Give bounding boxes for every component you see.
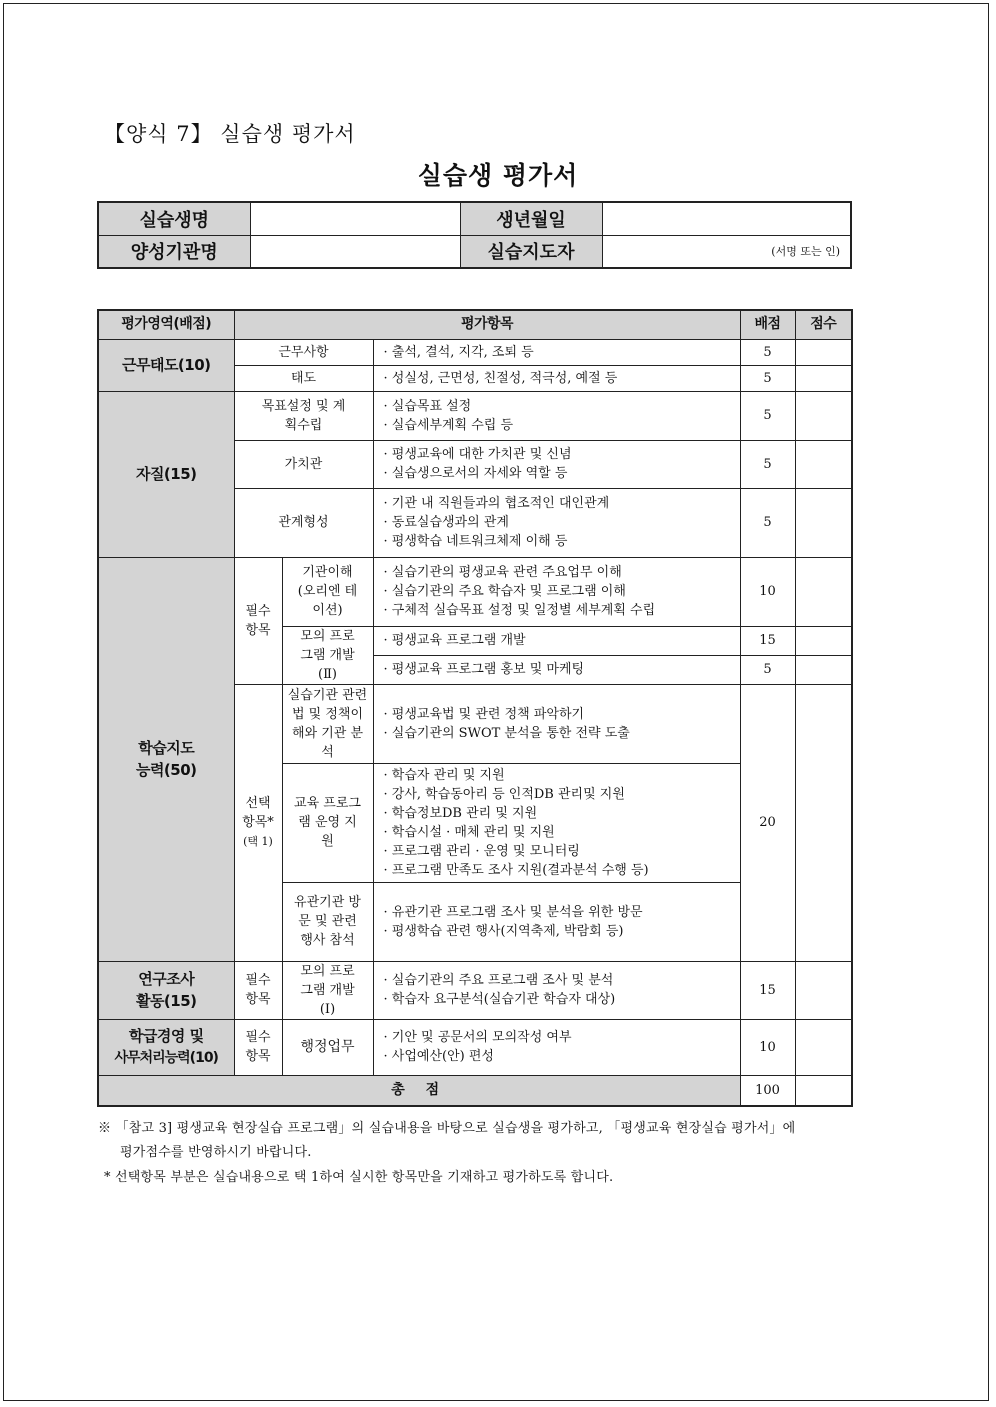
items-partner-visits: · 유관기관 프로그램 조사 및 분석을 위한 방문 · 평생학습 관련 행사(지역축제, 박람회 등): [373, 882, 740, 961]
note-line-1: ※ 「참고 3] 평생교육 현장실습 프로그램」의 실습내용을 바탕으로 실습생을 평가하고, 「평생교육 현장실습 평가서」에: [98, 1121, 796, 1136]
points-org-understanding: 10: [740, 557, 795, 626]
score-program-marketing[interactable]: [795, 655, 852, 684]
form-label: 【양식 7】 실습생 평가서: [104, 122, 356, 146]
points-admin: 10: [740, 1019, 795, 1075]
points-program-marketing: 5: [740, 655, 795, 684]
area-research: 연구조사 활동(15): [98, 961, 234, 1019]
guidance-required-label: 필수 항목: [234, 557, 282, 684]
sub-org-understanding: 기관이해 (오리엔 테이션): [282, 557, 373, 626]
area-admin: 학급경영 및 사무처리능력(10): [98, 1019, 234, 1075]
items-program-development: · 평생교육 프로그램 개발: [373, 626, 740, 655]
sub-admin-work: 행정업무: [282, 1019, 373, 1075]
note-line-1-cont: 평가점수를 반영하시기 바랍니다.: [120, 1145, 312, 1160]
points-values: 5: [740, 440, 795, 488]
items-relationships: · 기관 내 직원들과의 협조적인 대인관계 · 동료실습생과의 관계 · 평생학습 네트워크체제 이해 등: [373, 488, 740, 557]
points-relationships: 5: [740, 488, 795, 557]
supervisor-label: 실습지도자: [460, 235, 602, 268]
items-program-operation: · 학습자 관리 및 지원 · 강사, 학습동아리 등 인적DB 관리및 지원 · 학습정보DB 관리 및 지원 · 학습시설 · 매체 관리 및 지원 · 프로그램 관리 · 운영 및 모니터링 · 프로그램 만족도 조사 지원(결과분석 수행 등): [373, 763, 740, 882]
score-relationships[interactable]: [795, 488, 852, 557]
sub-partner-visits: 유관기관 방문 및 관련행사 참석: [282, 882, 373, 961]
points-work-status: 5: [740, 339, 795, 365]
score-org-understanding[interactable]: [795, 557, 852, 626]
admin-required-label: 필수 항목: [234, 1019, 282, 1075]
items-admin: · 기안 및 공문서의 모의작성 여부 · 사업예산(안) 편성: [373, 1019, 740, 1075]
evaluation-table: [97, 309, 853, 1107]
sub-goal-setting: 목표설정 및 계획수립: [234, 391, 373, 440]
total-points: 100: [740, 1075, 795, 1106]
student-name-label: 실습생명: [98, 202, 250, 235]
score-values[interactable]: [795, 440, 852, 488]
sub-attitude: 태도: [234, 365, 373, 391]
items-program-marketing: · 평생교육 프로그램 홍보 및 마케팅: [373, 655, 740, 684]
header-area: 평가영역(배점): [98, 310, 234, 339]
items-goal-setting: · 실습목표 설정 · 실습세부계획 수립 등: [373, 391, 740, 440]
birth-date-label: 생년월일: [460, 202, 602, 235]
items-values: · 평생교육에 대한 가치관 및 신념 · 실습생으로서의 자세와 역할 등: [373, 440, 740, 488]
score-attitude[interactable]: [795, 365, 852, 391]
score-program-development[interactable]: [795, 626, 852, 655]
score-admin[interactable]: [795, 1019, 852, 1075]
items-attitude: · 성실성, 근면성, 친절성, 적극성, 예절 등: [373, 365, 740, 391]
sub-program-operation: 교육 프로그램 운영 지원: [282, 763, 373, 882]
score-work-status[interactable]: [795, 339, 852, 365]
score-research[interactable]: [795, 961, 852, 1019]
area-attitude: 근무태도(10): [98, 339, 234, 391]
header-points: 배점: [740, 310, 795, 339]
header-items: 평가항목: [234, 310, 740, 339]
note-line-2: * 선택항목 부분은 실습내용으로 택 1하여 실시한 항목만을 기재하고 평가하도록 합니다.: [104, 1170, 614, 1185]
supervisor-signature-field[interactable]: [602, 235, 851, 268]
guidance-elective-label: 선택 항목* (택 1): [234, 684, 282, 961]
sub-work-status: 근무사항: [234, 339, 373, 365]
signature-note: (서명 또는 인): [771, 245, 840, 259]
institution-label: 양성기관명: [98, 235, 250, 268]
points-research: 15: [740, 961, 795, 1019]
items-org-analysis: · 평생교육법 및 관련 정책 파악하기 · 실습기관의 SWOT 분석을 통한 전략 도출: [373, 684, 740, 763]
research-required-label: 필수 항목: [234, 961, 282, 1019]
points-goal-setting: 5: [740, 391, 795, 440]
items-org-understanding: · 실습기관의 평생교육 관련 주요업무 이해 · 실습기관의 주요 학습자 및 프로그램 이해 · 구체적 실습목표 설정 및 일정별 세부계획 수립: [373, 557, 740, 626]
student-name-field[interactable]: [250, 202, 460, 235]
sub-mock-program-2: 모의 프로그램 개발(Ⅱ): [282, 626, 373, 684]
items-research: · 실습기관의 주요 프로그램 조사 및 분석 · 학습자 요구분석(실습기관 학습자 대상): [373, 961, 740, 1019]
score-elective[interactable]: [795, 684, 852, 961]
total-label: 총 점: [98, 1075, 740, 1106]
points-attitude: 5: [740, 365, 795, 391]
sub-values: 가치관: [234, 440, 373, 488]
sub-relationships: 관계형성: [234, 488, 373, 557]
institution-field[interactable]: [250, 235, 460, 268]
area-guidance: 학습지도 능력(50): [98, 557, 234, 961]
sub-mock-program-1: 모의 프로그램 개발(Ⅰ): [282, 961, 373, 1019]
sub-org-analysis: 실습기관 관련 법 및 정책이해와 기관 분석: [282, 684, 373, 763]
student-info-table: [97, 201, 852, 269]
score-goal-setting[interactable]: [795, 391, 852, 440]
points-program-development: 15: [740, 626, 795, 655]
header-score: 점수: [795, 310, 852, 339]
birth-date-field[interactable]: [602, 202, 851, 235]
points-elective: 20: [740, 684, 795, 961]
total-score[interactable]: [795, 1075, 852, 1106]
document-title: 실습생 평가서: [417, 161, 579, 190]
items-work-status: · 출석, 결석, 지각, 조퇴 등: [373, 339, 740, 365]
area-quality: 자질(15): [98, 391, 234, 557]
